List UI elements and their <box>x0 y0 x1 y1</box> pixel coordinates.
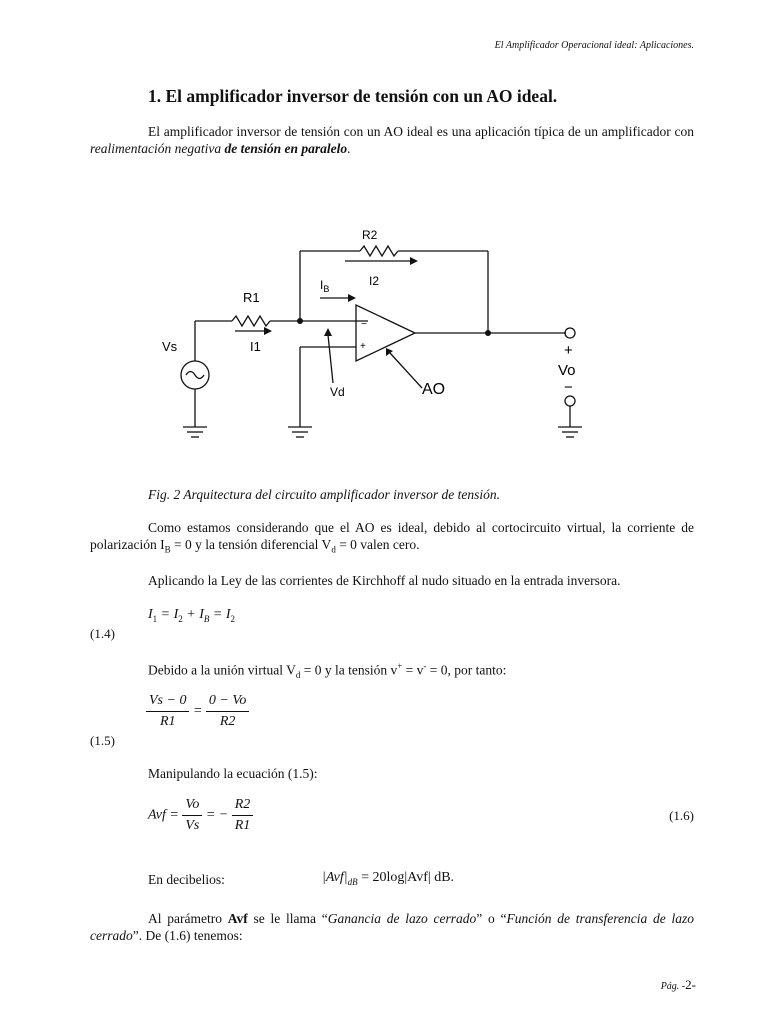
equation-1-4: $I_1 = I_2 + I_B = I_2$ <box>148 607 236 624</box>
inverting-amplifier-diagram <box>140 215 610 455</box>
decibel-label: En decibelios: <box>148 872 225 887</box>
equation-1-5-number: (1.5) <box>90 733 115 748</box>
running-header: El Amplificador Operacional ideal: Aplicaciones. <box>494 40 694 51</box>
gain-paragraph: Al parámetro Avf se le llama “Ganancia de lazo cerrado” o “Función de transferencia de lazo cerrado”. De (1.6) tenemos: <box>90 911 695 943</box>
equation-1-4-number: (1.4) <box>90 626 115 641</box>
figure-caption: Fig. 2 Arquitectura del circuito amplificador inversor de tensión. <box>148 487 500 502</box>
equation-1-5: $\frac{Vs - 0}{R1}$ = $\frac{0 - Vo}{R2}$ <box>146 693 249 730</box>
manipulating-paragraph: Manipulando la ecuación (1.5): <box>148 766 318 781</box>
vo-plus-sign: + <box>564 342 573 359</box>
ib-label: $I_B$ <box>320 278 330 294</box>
vs-label: Vs <box>162 339 178 354</box>
vd-label: Vd <box>330 385 345 399</box>
intro-paragraph: El amplificador inversor de tensión con un AO ideal es una aplicación típica de un amplificador con realimentación negativa de tensión en paralelo. <box>90 124 694 156</box>
r2-label: R2 <box>362 228 378 242</box>
i1-label: I1 <box>250 339 261 354</box>
i2-label: I2 <box>369 274 380 288</box>
opamp-minus-sign: − <box>361 319 367 330</box>
section-title: 1. El amplificador inversor de tensión con un AO ideal. <box>148 86 558 106</box>
vo-minus-sign: − <box>564 379 573 396</box>
equation-1-6-number: (1.6) <box>669 808 694 823</box>
opamp-plus-sign: + <box>360 341 366 352</box>
decibel-equation: $|Avf|_{dB} = 20\log|Avf|$ dB. <box>322 870 455 887</box>
page-number: Pág. -2- <box>660 977 696 992</box>
equation-1-6: Avf = $\frac{Vo}{Vs}$ = − $\frac{R2}{R1}$ <box>148 797 253 834</box>
vo-label: Vo <box>558 362 576 379</box>
r1-label: R1 <box>243 290 260 305</box>
ao-label: AO <box>422 381 446 398</box>
kirchhoff-paragraph: Aplicando la Ley de las corrientes de Kirchhoff al nudo situado en la entrada inversora. <box>148 573 621 588</box>
virtual-union-paragraph: Debido a la unión virtual $V_d = 0$ y la tensión v+ = v- = 0, por tanto: <box>148 661 507 681</box>
ideal-ao-paragraph: Como estamos considerando que el AO es ideal, debido al cortocircuito virtual, la corriente de polarización $I_B = 0$ y la tensión diferencial $V_d = 0$ valen cero. <box>90 520 694 555</box>
